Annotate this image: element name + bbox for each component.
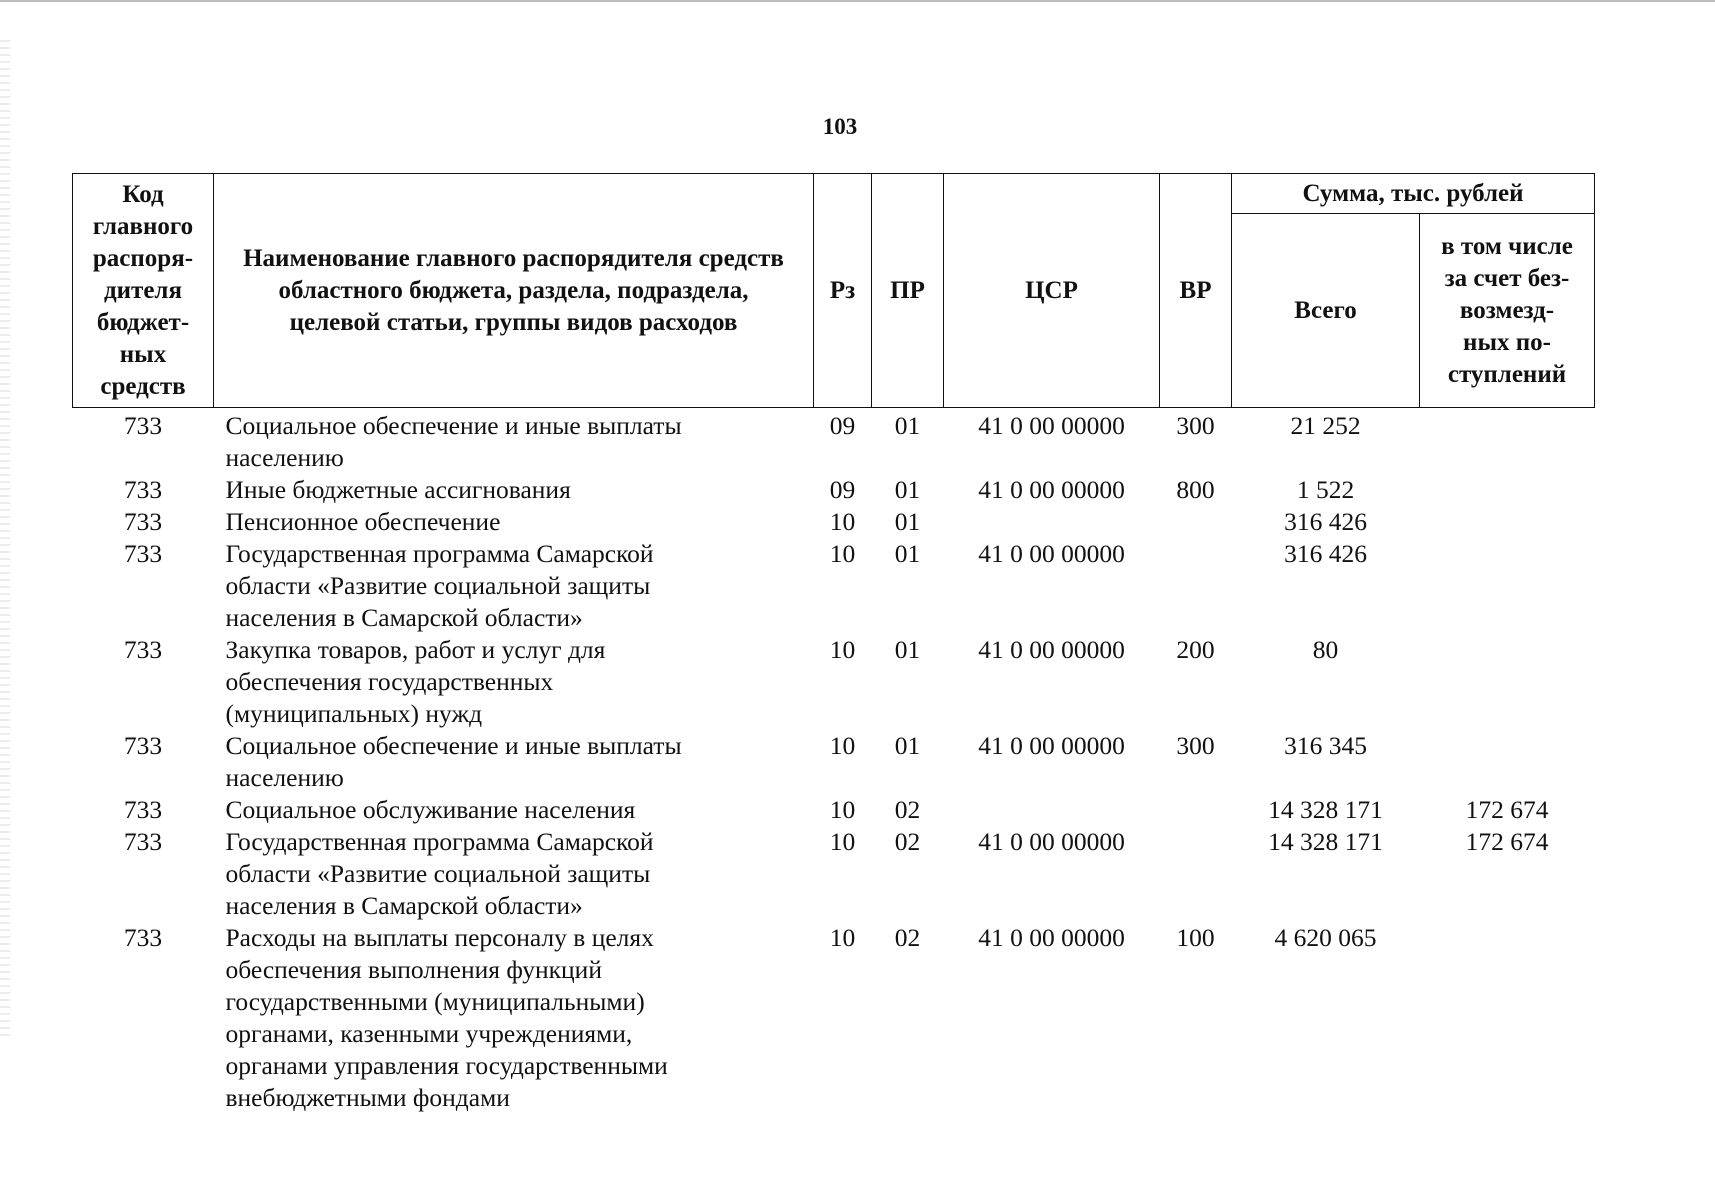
- cell-gratuitous: [1420, 408, 1595, 475]
- cell-vr: [1160, 538, 1232, 634]
- cell-rz: 10: [829, 635, 856, 664]
- cell-csr: 41 0 00 00000: [978, 411, 1125, 440]
- cell-total: 14 328 171: [1268, 795, 1383, 824]
- cell-gratuitous: 172 674: [1465, 795, 1549, 824]
- cell-code: 733: [123, 539, 163, 568]
- cell-pr: 01: [894, 731, 921, 760]
- cell-vr: [1160, 794, 1232, 826]
- cell-total: 21 252: [1290, 411, 1361, 440]
- cell-csr: 41 0 00 00000: [978, 827, 1125, 856]
- cell-code: 733: [123, 923, 163, 952]
- page-top-edge: [0, 0, 1715, 2]
- table-row: [73, 634, 1595, 730]
- table-row: [73, 794, 1595, 826]
- cell-gratuitous: 172 674: [1465, 827, 1549, 856]
- cell-name: Пенсионное обеспечение: [225, 507, 501, 536]
- cell-total: 316 345: [1284, 731, 1367, 760]
- cell-gratuitous: [1420, 922, 1595, 1114]
- cell-pr: 01: [894, 411, 921, 440]
- cell-code: 733: [123, 411, 163, 440]
- table-row: [73, 826, 1595, 922]
- cell-total: 4 620 065: [1274, 923, 1377, 952]
- cell-total: 80: [1312, 635, 1339, 664]
- cell-rz: 09: [829, 411, 856, 440]
- cell-total: 316 426: [1284, 539, 1367, 568]
- cell-pr: 02: [894, 923, 921, 952]
- header-vr: ВР: [1160, 174, 1232, 408]
- cell-rz: 09: [829, 475, 856, 504]
- cell-pr: 01: [894, 539, 921, 568]
- cell-csr: 41 0 00 00000: [978, 731, 1125, 760]
- cell-vr: 800: [1176, 475, 1215, 504]
- cell-name: Государственная программа Самарской области «Развитие социальной защиты населения в Самарской области»: [225, 827, 654, 920]
- cell-rz: 10: [829, 731, 856, 760]
- cell-rz: 10: [829, 539, 856, 568]
- cell-name: Социальное обеспечение и иные выплаты населению: [225, 411, 682, 472]
- scan-edge-artifact: [0, 40, 10, 1040]
- table-row: [73, 506, 1595, 538]
- table-header: [73, 174, 1595, 408]
- cell-name: Иные бюджетные ассигнования: [225, 475, 571, 504]
- header-name: Наименование главного распорядителя средств областного бюджета, раздела, подраздела, целевой статьи, группы видов расходов: [214, 174, 814, 408]
- cell-csr: [944, 794, 1160, 826]
- budget-table: [72, 173, 1595, 1114]
- cell-pr: 02: [894, 795, 921, 824]
- cell-code: 733: [123, 507, 163, 536]
- cell-name: Закупка товаров, работ и услуг для обеспечения государственных (муниципальных) нужд: [225, 635, 606, 728]
- cell-code: 733: [123, 795, 163, 824]
- cell-code: 733: [123, 827, 163, 856]
- cell-vr: 300: [1176, 411, 1215, 440]
- cell-gratuitous: [1420, 634, 1595, 730]
- table-body: [73, 408, 1595, 1115]
- cell-csr: [944, 506, 1160, 538]
- cell-total: 14 328 171: [1268, 827, 1383, 856]
- cell-csr: 41 0 00 00000: [978, 475, 1125, 504]
- cell-total: 1 522: [1296, 475, 1355, 504]
- cell-csr: 41 0 00 00000: [978, 635, 1125, 664]
- table-row: [73, 474, 1595, 506]
- header-gratuitous: в том числе за счет без- возмезд- ных по- ступлений: [1420, 214, 1595, 408]
- cell-rz: 10: [829, 795, 856, 824]
- cell-vr: 100: [1176, 923, 1215, 952]
- cell-pr: 02: [894, 827, 921, 856]
- header-rz: Рз: [814, 174, 872, 408]
- header-pr: ПР: [872, 174, 944, 408]
- cell-name: Социальное обеспечение и иные выплаты населению: [225, 731, 682, 792]
- cell-pr: 01: [894, 507, 921, 536]
- header-sum-group: Сумма, тыс. рублей: [1232, 174, 1595, 214]
- table-row: [73, 730, 1595, 794]
- cell-rz: 10: [829, 923, 856, 952]
- cell-code: 733: [123, 475, 163, 504]
- header-csr: ЦСР: [944, 174, 1160, 408]
- cell-rz: 10: [829, 827, 856, 856]
- cell-vr: [1160, 506, 1232, 538]
- cell-gratuitous: [1420, 506, 1595, 538]
- cell-csr: 41 0 00 00000: [978, 539, 1125, 568]
- page-number: 103: [822, 114, 858, 139]
- cell-csr: 41 0 00 00000: [978, 923, 1125, 952]
- table-row: [73, 408, 1595, 475]
- cell-rz: 10: [829, 507, 856, 536]
- cell-vr: 200: [1176, 635, 1215, 664]
- cell-name: Расходы на выплаты персоналу в целях обеспечения выполнения функций государственными (муниципальными) органами, казенными учреждениями, органами управления государственными внебюджетными фондами: [225, 923, 668, 1112]
- cell-name: Государственная программа Самарской области «Развитие социальной защиты населения в Самарской области»: [225, 539, 654, 632]
- cell-gratuitous: [1420, 730, 1595, 794]
- header-total: Всего: [1232, 214, 1420, 408]
- table-row: [73, 538, 1595, 634]
- cell-gratuitous: [1420, 474, 1595, 506]
- table-row: [73, 922, 1595, 1114]
- cell-pr: 01: [894, 475, 921, 504]
- cell-name: Социальное обслуживание населения: [225, 795, 636, 824]
- cell-vr: [1160, 826, 1232, 922]
- header-code: Код главного распоря- дителя бюджет- ных средств: [73, 174, 214, 408]
- cell-total: 316 426: [1284, 507, 1367, 536]
- cell-vr: 300: [1176, 731, 1215, 760]
- cell-gratuitous: [1420, 538, 1595, 634]
- cell-code: 733: [123, 635, 163, 664]
- cell-pr: 01: [894, 635, 921, 664]
- cell-code: 733: [123, 731, 163, 760]
